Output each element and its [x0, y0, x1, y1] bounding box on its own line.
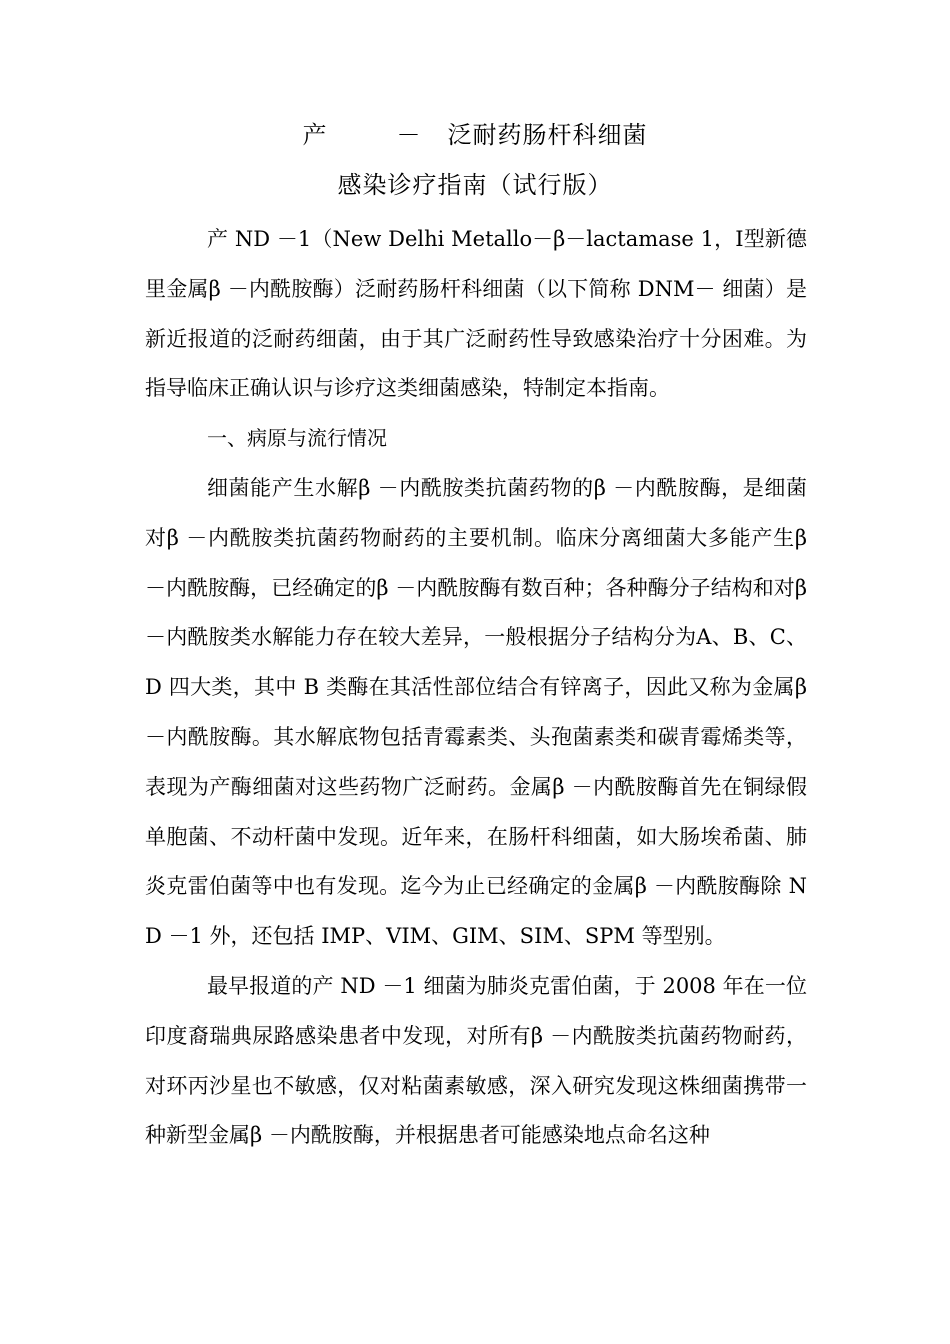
document-title-line2: 感染诊疗指南（试行版）: [337, 171, 613, 199]
document-body: [145, 215, 807, 1161]
document-title-line1: 产 － 泛耐药肠杆科细菌: [302, 121, 648, 149]
intro-paragraph: 产 ND －1（New Delhi Metallo－β－lactamase 1，Ⅰ型新德里金属β －内酰胺酶）泛耐药肠杆科细菌（以下简称 DNM－ 细菌）是新近报道的泛耐药细菌，由于其广泛耐药性导致感染治疗十分困难。为指导临床正确认识与诊疗这类细菌感染，特制定本指南。: [145, 227, 807, 401]
section1-paragraph-1: 细菌能产生水解β －内酰胺类抗菌药物的β －内酰胺酶，是细菌对β －内酰胺类抗菌药物耐药的主要机制。临床分离细菌大多能产生β －内酰胺酶，已经确定的β －内酰胺酶有数百种；各种酶分子结构和对β －内酰胺类水解能力存在较大差异，一般根据分子结构分为A、B、C、D 四大类，其中 B 类酶在其活性部位结合有锌离子，因此又称为金属β －内酰胺酶。其水解底物包括青霉素类、头孢菌素类和碳青霉烯类等，表现为产酶细菌对这些药物广泛耐药。金属β －内酰胺酶首先在铜绿假单胞菌、不动杆菌中发现。近年来，在肠杆科细菌，如大肠埃希菌、肺炎克雷伯菌等中也有发现。迄今为止已经确定的金属β －内酰胺酶除 ND －1 外，还包括 IMP、VIM、GIM、SIM、SPM 等型别。: [145, 475, 807, 949]
section1-paragraph-2: 最早报道的产 ND －1 细菌为肺炎克雷伯菌，于 2008 年在一位印度裔瑞典尿路感染患者中发现，对所有β －内酰胺类抗菌药物耐药，对环丙沙星也不敏感，仅对粘菌素敏感，深入研究发现这株细菌携带一种新型金属β －内酰胺酶，并根据患者可能感染地点命名这种: [145, 973, 807, 1148]
section-heading-pathogen: 一、病原与流行情况: [207, 426, 387, 451]
